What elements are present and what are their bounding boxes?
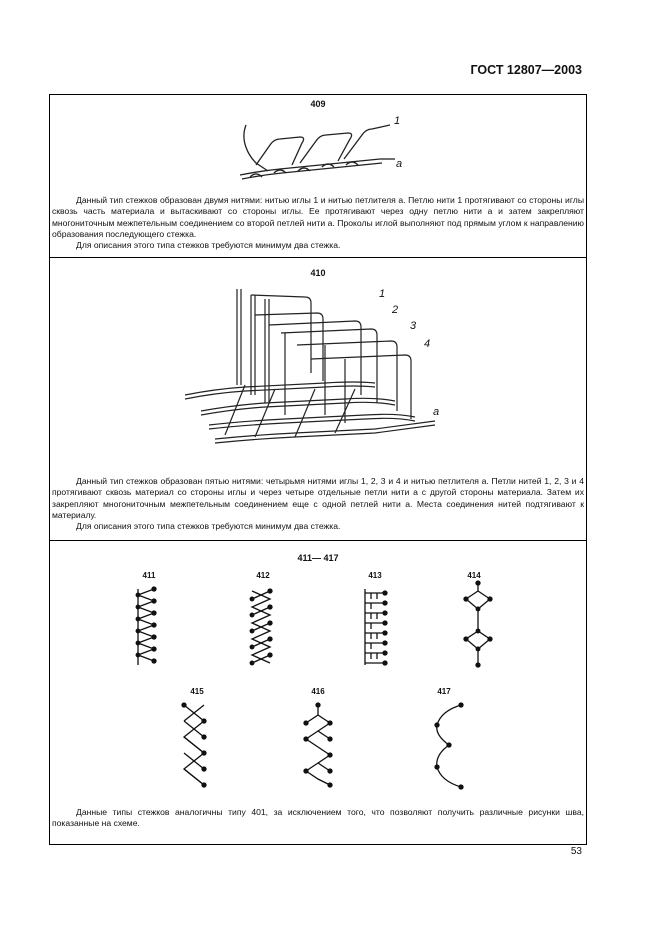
label-4: 4 — [424, 338, 431, 350]
page-number: 53 — [570, 846, 582, 857]
pattern-label-416: 416 — [311, 687, 325, 696]
label-a: a — [433, 406, 440, 418]
paragraph: Данный тип стежков образован двумя нитями: нитью иглы 1 и нитью петлителя a. Петлю нити 1 протягивают со стороны иглы сквозь часть материала и вытаскивают со стороны иглы. Ее протягивают через одну петлю нити a и затем закрепляют многониточным межпетельным соединением со второй петлей нити a. Проколы иглой выполняют под прямым углом к направлению образования последующего стежка. — [52, 195, 584, 239]
pattern-412-diagram — [246, 585, 280, 669]
pattern-413-diagram — [359, 585, 393, 669]
label-a: a — [396, 158, 403, 170]
pattern-label-415: 415 — [190, 687, 204, 696]
pattern-411-diagram — [132, 585, 164, 669]
section-409 — [50, 95, 586, 258]
section-number: 411— 417 — [297, 553, 339, 563]
content-frame — [49, 94, 587, 845]
pattern-416-diagram — [298, 701, 338, 793]
paragraph: Данные типы стежков аналогичны типу 401, за исключением того, что позволяют получить различные рисунки шва, показанные на схеме. — [52, 807, 584, 829]
pattern-label-411: 411 — [142, 571, 156, 580]
pattern-label-413: 413 — [368, 571, 382, 580]
section-number: 410 — [310, 268, 326, 278]
paragraph: Для описания этого типа стежков требуются минимум два стежка. — [76, 240, 341, 251]
paragraph: Данный тип стежков образован пятью нитями: четырьмя нитями иглы 1, 2, 3 и 4 и нитью петлителя a. Петли нитей 1, 2, 3 и 4 протягивают сквозь материал со стороны иглы и через четыре отдельные петли нити a с другой стороны материала. Затем их закрепляют многониточным межпетельным соединением еще с одной петлей нити a. Места соединения нитей подтягивают к материалу. — [52, 476, 584, 520]
standard-header: ГОСТ 12807—2003 — [470, 63, 582, 77]
pattern-415-diagram — [178, 701, 214, 793]
paragraph: Для описания этого типа стежков требуются минимум два стежка. — [76, 521, 341, 532]
pattern-label-412: 412 — [256, 571, 270, 580]
pattern-417-diagram — [425, 701, 465, 793]
label-1: 1 — [379, 288, 386, 300]
section-number: 409 — [310, 99, 326, 109]
stitch-409-diagram — [240, 115, 410, 190]
section-410 — [50, 258, 586, 541]
section-text — [52, 807, 584, 830]
pattern-label-417: 417 — [437, 687, 451, 696]
section-text — [52, 195, 584, 251]
section-411-417 — [50, 541, 586, 844]
pattern-label-414: 414 — [467, 571, 481, 580]
pattern-414-diagram — [452, 579, 502, 675]
section-text — [52, 476, 584, 532]
label-3: 3 — [410, 320, 417, 332]
label-1: 1 — [394, 115, 401, 127]
label-2: 2 — [392, 304, 399, 316]
